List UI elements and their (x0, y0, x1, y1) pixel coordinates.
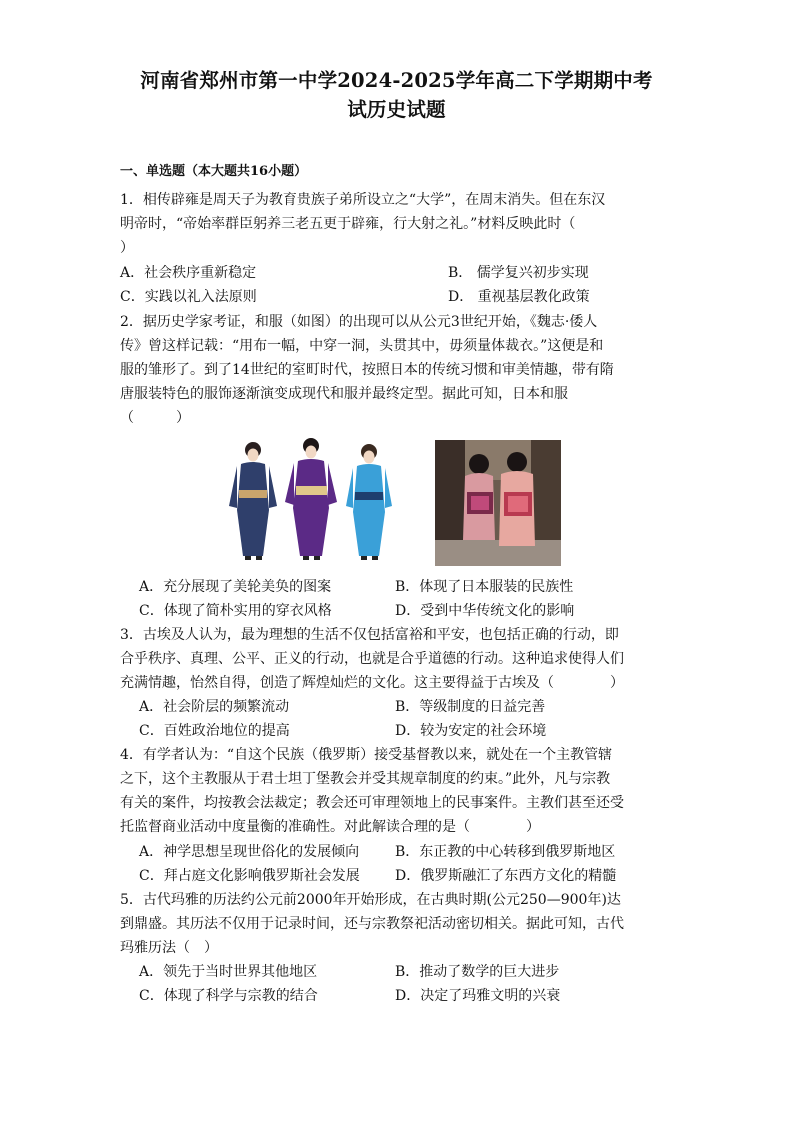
q2-option-c[interactable]: C．体现了简朴实用的穿衣风格 (139, 603, 332, 619)
q2-option-d[interactable]: D．受到中华传统文化的影响 (395, 603, 575, 619)
q4-option-a[interactable]: A．神学思想呈现世俗化的发展倾向 (139, 844, 360, 860)
q5-option-a[interactable]: A．领先于当时世界其他地区 (139, 964, 318, 980)
question-1-line: 1．相传辟雍是周天子为教育贵族子弟所设立之“大学”，在周末消失。但在东汉 (120, 192, 606, 208)
question-3-line: 充满情趣，怡然自得，创造了辉煌灿烂的文化。这主要得益于古埃及（ ） (120, 675, 624, 691)
q3-option-d[interactable]: D．较为安定的社会环境 (395, 723, 547, 739)
q3-option-a[interactable]: A．社会阶层的频繁流动 (139, 699, 290, 715)
kimono-figure-blue (346, 444, 392, 560)
question-2-line: （ ） (120, 410, 190, 426)
kimono-figure-navy (229, 442, 277, 560)
q4-option-c[interactable]: C．拜占庭文化影响俄罗斯社会发展 (139, 868, 360, 884)
q1-option-a[interactable]: A．社会秩序重新稳定 (120, 265, 257, 281)
q1-option-d[interactable]: D． 重视基层教化政策 (448, 289, 590, 305)
q2-option-b[interactable]: B．体现了日本服装的民族性 (395, 579, 574, 595)
question-1-line: 明帝时，“帝始率群臣躬养三老五更于辟雍，行大射之礼。”材料反映此时（ (120, 216, 576, 232)
q1-option-c[interactable]: C．实践以礼入法原则 (120, 289, 257, 305)
question-2-line: 唐服装特色的服饰逐渐演变成现代和服并最终定型。据此可知，日本和服 (120, 386, 568, 402)
question-5-line: 到鼎盛。其历法不仅用于记录时间，还与宗教祭祀活动密切相关。据此可知，古代 (120, 916, 624, 932)
page-title (100, 66, 693, 124)
question-2-line: 2．据历史学家考证，和服（如图）的出现可以从公元3世纪开始，《魏志·倭人 (120, 314, 598, 330)
q5-option-c[interactable]: C．体现了科学与宗教的结合 (139, 988, 318, 1004)
question-2-line: 传》曾这样记载：“用布一幅，中穿一洞，头贯其中，毋须量体裁衣。”这便是和 (120, 338, 604, 354)
section-heading: 一、单选题（本大题共16小题） (120, 164, 308, 179)
question-1-line: ） (120, 240, 134, 256)
question-5-line: 玛雅历法（ ） (120, 940, 218, 956)
question-4-line: 托监督商业活动中度量衡的准确性。对此解读合理的是（ ） (120, 819, 540, 835)
q1-option-b[interactable]: B． 儒学复兴初步实现 (448, 265, 589, 281)
q5-option-b[interactable]: B．推动了数学的巨大进步 (395, 964, 560, 980)
q3-option-b[interactable]: B．等级制度的日益完善 (395, 699, 546, 715)
question-3-line: 合乎秩序、真理、公平、正义的行动，也就是合乎道德的行动。这种追求使得人们 (120, 651, 624, 667)
kimono-figure-purple (285, 438, 337, 560)
title-line-1: 河南省郑州市第一中学2024-2025学年高二下学期期中考 (140, 69, 653, 92)
q2-option-a[interactable]: A．充分展现了美轮美奂的图案 (139, 579, 332, 595)
q3-option-c[interactable]: C．百姓政治地位的提高 (139, 723, 290, 739)
question-4-line: 之下，这个主教服从于君士坦丁堡教会并受其规章制度的约束。”此外，凡与宗教 (120, 771, 611, 787)
kimono-photo (435, 440, 561, 566)
question-4-line: 有关的案件，均按教会法裁定；教会还可审理领地上的民事案件。主教们甚至还受 (120, 795, 624, 811)
title-line-2: 试历史试题 (347, 98, 446, 121)
question-2-line: 服的雏形了。到了14世纪的室町时代，按照日本的传统习惯和审美情趣，带有隋 (120, 362, 614, 378)
q4-option-b[interactable]: B．东正教的中心转移到俄罗斯地区 (395, 844, 616, 860)
question-4-line: 4．有学者认为：“自这个民族（俄罗斯）接受基督教以来，就处在一个主教管辖 (120, 747, 613, 763)
kimono-illustration (225, 436, 395, 566)
q5-option-d[interactable]: D．决定了玛雅文明的兴衰 (395, 988, 561, 1004)
question-5-line: 5．古代玛雅的历法约公元前2000年开始形成，在古典时期(公元250—900年)达 (120, 892, 621, 908)
question-3-line: 3．古埃及人认为，最为理想的生活不仅包括富裕和平安，也包括正确的行动，即 (120, 627, 619, 643)
q4-option-d[interactable]: D．俄罗斯融汇了东西方文化的精髓 (395, 868, 617, 884)
